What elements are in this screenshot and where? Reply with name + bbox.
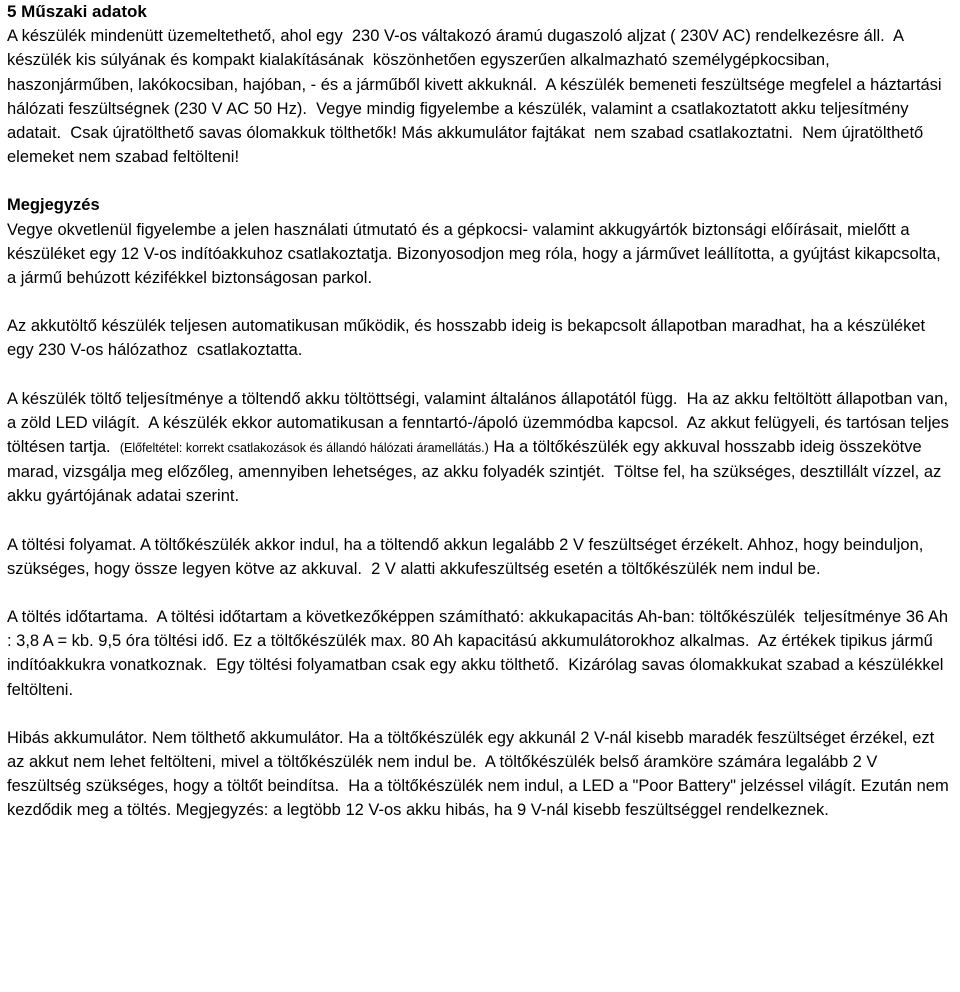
charging-process-paragraph: A töltési folyamat. A töltőkészülék akkor indul, ha a töltendő akkun legalább 2 V feszültséget érzékelt. Ahhoz, hogy beinduljon, szükséges, hogy össze legyen kötve az akkuval. 2 V alatti akkufeszültség esetén a töltőkészülék nem indul be. [7,535,928,578]
performance-text-1: A készülék töltő teljesítménye a töltendő akku töltöttségi, valamint általános állapotától függ. Ha az akku feltöltött állapotban van, a zöld LED világít. A készülék ekkor automatikusan a fenntartó-/ápoló üzemmódba kapcsol. Az akkut felügyeli, és tartósan teljes töltésen tartja. [7,389,954,457]
spacer [7,581,951,605]
note-paragraph: Vegye okvetlenül figyelembe a jelen használati útmutató és a gépkocsi- valamint akkugyártók biztonsági előírásait, mielőtt a készüléket egy 12 V-os indítóakkuhoz csatlakoztatja. Bizonyosodjon meg róla, hogy a járművet leállította, a gyújtást kikapcsolta, a jármű behúzott kézifékkel biztonságosan parkol. [7,220,946,288]
spacer [7,169,951,193]
spacer [7,509,951,533]
performance-paragraph [7,387,954,509]
intro-paragraph: A készülék mindenütt üzemeltethető, ahol egy 230 V-os váltakozó áramú dugaszoló aljzat ( 230V AC) rendelkezésre áll. A készülék kis súlyának és kompakt kialakításának köszönhetően egyszerűen alkalmazható személygépkocsiban, haszonjárműben, lakókocsiban, hajóban, - és a járműből kivett akkuknál. A készülék bemeneti feszültsége megfelel a háztartási hálózati feszültségnek (230 V AC 50 Hz). Vegye mindig figyelembe a készülék, valamint a csatlakoztatott akku teljesítmény adatait. Csak újratölthető savas ólomakkuk tölthetők! Más akkumulátor fajtákat nem szabad csatlakoztatni. Nem újratölthető elemeket nem szabad feltölteni! [7,27,947,167]
charging-duration-paragraph: A töltés időtartama. A töltési időtartam a következőképpen számítható: akkukapacitás Ah-ban: töltőkészülék teljesítménye 36 Ah : 3,8 A = kb. 9,5 óra töltési idő. Ez a töltőkészülék max. 80 Ah kapacitású akkumulátorokhoz alkalmas. Az értékek tipikus jármű indítóakkukra vonatkoznak. Egy töltési folyamatban csak egy akku tölthető. Kizárólag savas ólomakkukat szabad a készülékkel feltölteni. [7,608,953,699]
performance-text-2: Ha a töltőkészülék egy akkuval hosszabb ideig összekötve marad, vizsgálja meg előzőleg, amennyiben lehetséges, az akku folyadék szintjét. Töltse fel, ha szükséges, desztillált vízzel, az akku gyártójának adatai szerint. [7,438,946,506]
faulty-battery-paragraph: Hibás akkumulátor. Nem tölthető akkumulátor. Ha a töltőkészülék egy akkunál 2 V-nál kisebb maradék feszültséget érzékel, ezt az akkut nem lehet feltölteni, mivel a töltőkészülék nem indul be. A töltőkészülék belső áramköre számára legalább 2 V feszültség szükséges, hogy a töltőt beindítsa. Ha a töltőkészülék nem indul, a LED a "Poor Battery" jelzéssel világít. Ezután nem kezdődik meg a töltés. Megjegyzés: a legtöbb 12 V-os akku hibás, ha 9 V-nál kisebb feszültséggel rendelkeznek. [7,728,954,820]
note-heading: Megjegyzés [7,196,100,215]
section-title: 5 Műszaki adatok [7,2,147,21]
precondition-note: (Előfeltétel: korrekt csatlakozások és állandó hálózati áramellátás.) [119,441,489,456]
spacer [7,290,951,314]
spacer [7,363,951,387]
automatic-paragraph: Az akkutöltő készülék teljesen automatikusan működik, és hosszabb ideig is bekapcsolt állapotban maradhat, ha a készüléket egy 230 V-os hálózathoz csatlakoztatta. [7,317,930,360]
spacer [7,702,951,726]
